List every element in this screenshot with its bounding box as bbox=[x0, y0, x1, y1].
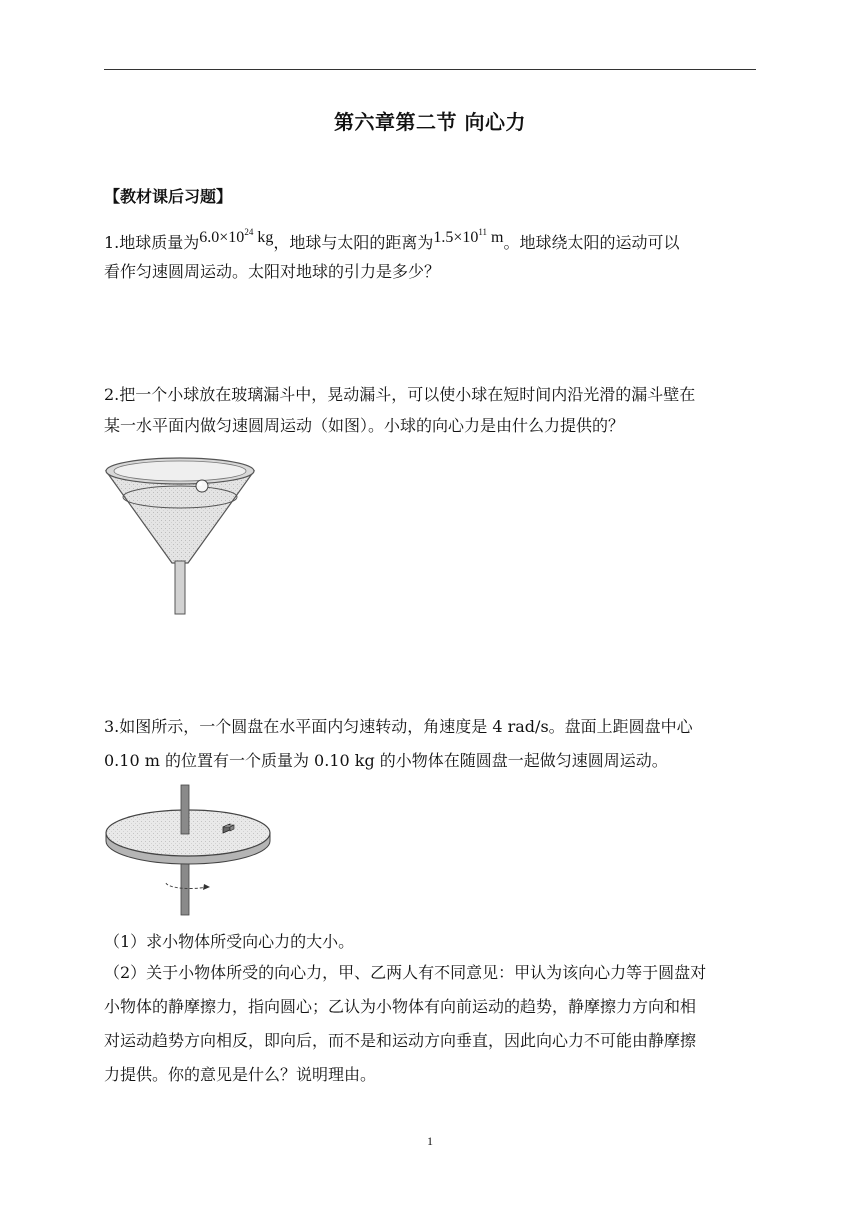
earth-mass-mantissa: 6.0×10 bbox=[199, 229, 245, 246]
q1-text-part3: 。地球绕太阳的运动可以 bbox=[503, 233, 680, 252]
q1-line1 bbox=[104, 228, 680, 254]
q3-line1: 3.如图所示，一个圆盘在水平面内匀速转动，角速度是 4 rad/s。盘面上距圆盘中心 bbox=[104, 717, 693, 736]
sun-distance-value bbox=[433, 229, 503, 246]
earth-mass-unit: kg bbox=[253, 229, 274, 246]
earth-mass-exponent: 24 bbox=[244, 227, 254, 237]
sun-distance-exponent: 11 bbox=[478, 227, 488, 237]
sun-distance-unit: m bbox=[487, 229, 504, 246]
q1-text-part1: 1.地球质量为 bbox=[104, 233, 200, 252]
earth-mass-value bbox=[199, 229, 273, 246]
q1-text-part2: ，地球与太阳的距离为 bbox=[273, 233, 434, 252]
header-rule bbox=[104, 69, 756, 70]
q3-sub1: （1）求小物体所受向心力的大小。 bbox=[104, 932, 355, 951]
q2-line1: 2.把一个小球放在玻璃漏斗中，晃动漏斗，可以使小球在短时间内沿光滑的漏斗壁在 bbox=[104, 385, 696, 404]
page-title: 第六章第二节 向心力 bbox=[334, 110, 526, 134]
q3-line2: 0.10 m 的位置有一个质量为 0.10 kg 的小物体在随圆盘一起做匀速圆周运动。 bbox=[104, 751, 668, 770]
q1-line2: 看作匀速圆周运动。太阳对地球的引力是多少？ bbox=[104, 262, 441, 281]
rotating-disc-figure bbox=[104, 783, 274, 916]
q3-sub2-line2: 小物体的静摩擦力，指向圆心；乙认为小物体有向前运动的趋势，静摩擦力方向和相 bbox=[104, 997, 697, 1016]
q2-line2: 某一水平面内做匀速圆周运动（如图）。小球的向心力是由什么力提供的？ bbox=[104, 416, 625, 435]
funnel-figure bbox=[104, 455, 256, 617]
section-heading: 【教材课后习题】 bbox=[104, 187, 233, 206]
q3-sub2-line4: 力提供。你的意见是什么？说明理由。 bbox=[104, 1065, 377, 1084]
q3-sub2-line1: （2）关于小物体所受的向心力，甲、乙两人有不同意见：甲认为该向心力等于圆盘对 bbox=[104, 963, 707, 982]
sun-distance-mantissa: 1.5×10 bbox=[433, 229, 479, 246]
q3-sub2-line3: 对运动趋势方向相反，即向后，而不是和运动方向垂直，因此向心力不可能由静摩擦 bbox=[104, 1031, 697, 1050]
page-number: 1 bbox=[427, 1134, 433, 1148]
